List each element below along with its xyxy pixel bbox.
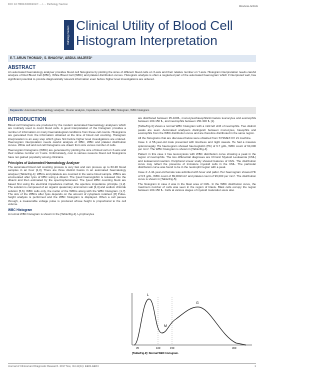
label-monocyte: M	[164, 324, 167, 328]
keywords-line	[10, 109, 149, 112]
abstract-text: An automated haematology analyser provides blood cell histograms by plotting the sizes of different blood cells on X-axis and their relative number on Y-axis. Histogram interpretation needs careful analysis of Red Blood Cell (RBC), White Blood Cell (WBC) and platelet distribution curves. Histogram analysis is often a neglected part of the automated haemogram which if interpreted well, has significant potential to provide diagnostically relevant information even before higher level investigations are ordered.	[8, 70, 256, 81]
page-footer	[8, 363, 256, 368]
principles-paragraph-3: A normal WBC histogram is shown in the [Table/Fig-2]. Lymphocytes	[8, 212, 95, 217]
intro-paragraph-2: Haemogram histograms (WBC) are generated by plotting the size of blood cell on X-axis and their relative number on Y-axis. Unfortunately, cost to various reasons blood cell histograms have not gained popularity among clinicians.	[8, 148, 126, 159]
label-lymphocyte: L	[147, 293, 149, 297]
x-tick-4: 300	[232, 347, 237, 350]
abstract-heading: ABSTRACT	[8, 65, 36, 71]
right-paragraph-5: Pattern in this case 1 has leucocytosis with WBC distribution curve showing a peak in the region of neutrophils. The two differential diagnoses are Chronic Myeloid Leukaemia (CML) and leukaemoid reaction. Peripheral smear study showed features of CML. The distribution curve may reflect the presence of immature myeloid cells in the CML. The particular distribution curve was found to be in the neutrophil region with a peak.	[138, 151, 256, 170]
histogram-curve	[134, 299, 246, 345]
label-granulocyte: G	[196, 301, 199, 305]
article-type-label: Review Article	[239, 4, 258, 8]
x-tick-1: 35	[136, 347, 139, 350]
intro-paragraph-1: Blood cell histograms are produced by the modern automated haematology analysers which are routinely used to count blood cells. A good interpretation of the histogram provides a number of information on many haematological conditions from these cell counts. Histograms are generated from the information obtained at the time of blood cell counting. Histogram interpretation is an easy step which gives hint before higher level investigations are ordered. Haemogram interpretation needs careful analysis of RBC, WBC and platelet distribution curves. White cell and red cell histograms are drawn from size versus number of cells.	[8, 123, 126, 148]
journal-citation: Journal of Clinical and Diagnostic Research. 2017 Nov, Vol-11(11): EE01-EE04	[8, 365, 99, 368]
intro-heading: INTRODUCTION	[8, 117, 47, 123]
right-paragraph-2: [Table/Fig-3] shows a normal WBC histogram with a mild left shift of neutrophils. Two distinct peaks are seen. Automated analysers distinguish between monocytes, basophils and eosinophils from the WBC distribution curve and are therefore distributed in the same region.	[138, 124, 256, 135]
principles-heading: Principles of Automated Haematology Analyser	[8, 161, 80, 166]
right-paragraph-7: The histogram in case 2 was in the blast area of CML. In the WBC distribution curve, the maximum number of cells was seen in the region of blasts. Blast cells occupy the region between 100-150 fL. Cells at various stages of myeloid maturation were also	[138, 181, 256, 193]
right-paragraph-6: Case 2: A 44-year-old female was admitted with fever and pallor. Her haemogram showed Hb of 9.5 g/dL, WBC count of 89,000/mm³ and platelet count of 96,000 per mm³. The distribution curve is shown in [Table/Fig-5].	[138, 170, 256, 181]
doi-meta: DOI: 10.7860/JCDR/2017/...../..... Pathology Section	[8, 3, 68, 6]
right-paragraph-3: All the histograms that are discussed below were obtained from SYSMEX KX 21 machine.	[138, 135, 252, 140]
right-column	[138, 117, 256, 285]
left-column	[8, 117, 126, 218]
wbc-histogram-svg	[124, 287, 258, 355]
right-paragraph-4: Case 1: A 58-year-old male presented with tiredness and night sweats. He had a massive splenomegaly. His haemogram showed haemoglobin (Hb) of 9.7 g/dL, WBC count of 64,000 per mm³. The WBC histogram is shown in [Table/Fig-4].	[138, 140, 256, 152]
x-tick-3: 150	[170, 347, 175, 350]
right-paragraph-1: are distributed between 35-100fL, monocytes/basophils/immature leucocytes and eosinophils between 100-150 fL, and neutrophils between 150-300 fL [1].	[138, 117, 256, 124]
x-tick-2: 100	[156, 347, 161, 350]
section-side-tab: Pathology Section	[64, 20, 74, 50]
principles-paragraph-1: The automated blood cell counting process is very fast and can process up to 60-90 blood samples in an hour [2,3]. There are three distinct basics in an automated haematology analyser [Table/Fig-1]: WBCs and platelets are counted in the same blood sample. WBCs are enumerated after lysis of RBC using a diluent. The lysed haemoglobin is released into the diluent and then estimated by the spectrophotometer. The lysed WBC counting block are based first using the electrical impedance method, the aperture impedance principle. [1,2]. The solution is composed of an organic quaternary ammonium salt [3,4] and sodium chloride solution [5,6]. WBC cells only, the nuclei of the WBCs along with the WBC histogram. [1,7]. The size of the WBCs after lysis depends on the amount of cytoplasm retained. [8] Pulse-height analysis is performed and the WBC histogram is displayed. When a cell passes through, a measurable voltage pulse is produced whose height is proportional to the cell volume.	[8, 164, 126, 207]
keywords-text: Automated haematology analyser, Cluster analysis, Impedance method, RBC histogram, WBC histogram	[24, 108, 150, 112]
keywords-label: Keywords:	[10, 108, 24, 112]
author-list: E.T. ARUN THOMAS¹, S. BHAGYA², ABDUL MAJEED³	[10, 56, 93, 61]
wbc-histogram-heading: WBC Histogram	[8, 208, 33, 213]
wbc-histogram-figure	[124, 287, 258, 355]
page-number: 1	[254, 365, 256, 368]
article-title: Clinical Utility of Blood Cell Histogram Interpretation	[76, 18, 233, 48]
figure-caption: [Table/Fig-2]: Normal WBC histogram.	[132, 352, 179, 355]
